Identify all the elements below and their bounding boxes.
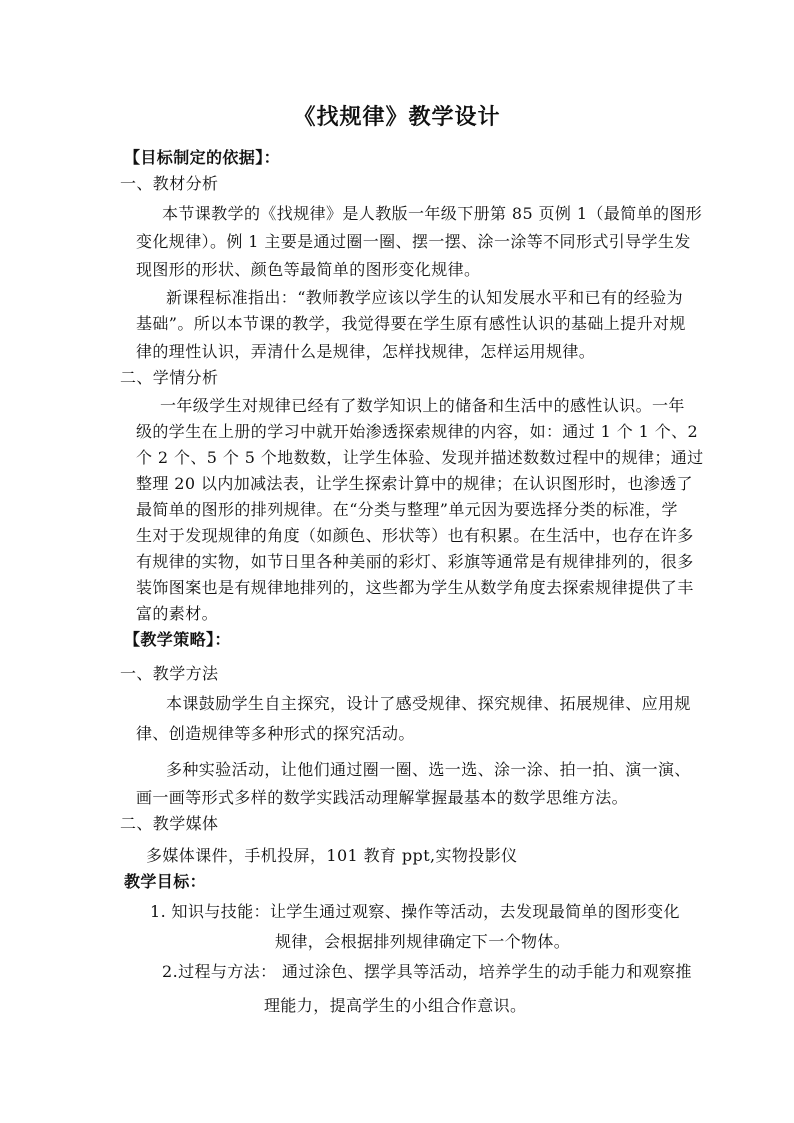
paragraph-line: 本节课教学的《找规律》是人教版一年级下册第 85 页例 1（最简单的图形 <box>162 204 703 223</box>
section-textbook-heading: 一、教材分析 <box>120 174 219 193</box>
paragraph-line: 多媒体课件，手机投屏，101 教育 ppt,实物投影仪 <box>146 846 518 865</box>
goal-line: 2.过程与方法： 通过涂色、摆学具等活动，培养学生的动手能力和观察推 <box>162 962 692 981</box>
section-methods-heading: 一、教学方法 <box>120 664 219 683</box>
section-students-heading: 二、学情分析 <box>120 368 219 387</box>
paragraph-line: 富的素材。 <box>136 604 219 623</box>
goal-line: 规律，会根据排列规律确定下一个物体。 <box>275 932 571 951</box>
section-strategy-heading: 【教学策略】： <box>124 630 231 649</box>
paragraph-line: 多种实验活动，让他们通过圈一圈、选一选、涂一涂、拍一拍、演一演、 <box>166 760 691 779</box>
paragraph-line: 律、创造规律等多种形式的探究活动。 <box>136 724 415 743</box>
document-title: 《找规律》教学设计 <box>293 104 501 130</box>
paragraph-line: 装饰图案也是有规律地排列的，这些都为学生从数学角度去探索规律提供了丰 <box>136 578 694 597</box>
paragraph-line: 整理 20 以内加减法表，让学生探索计算中的规律；在认识图形时，也渗透了 <box>136 474 693 493</box>
paragraph-line: 级的学生在上册的学习中就开始渗透探索规律的内容，如：通过 1 个 1 个、2 <box>136 422 699 441</box>
section-goals-heading: 教学目标： <box>124 872 207 891</box>
paragraph-line: 基础”。所以本节课的教学，我觉得要在学生原有感性认识的基础上提升对规 <box>136 314 686 333</box>
paragraph-line: 一年级学生对规律已经有了数学知识上的储备和生活中的感性认识。一年 <box>160 396 685 415</box>
paragraph-line: 画一画等形式多样的数学实践活动理解掌握最基本的数学思维方法。 <box>136 788 629 807</box>
goal-line: 1. 知识与技能：让学生通过观察、操作等活动，去发现最简单的图形变化 <box>150 902 680 921</box>
paragraph-line: 有规律的实物，如节日里各种美丽的彩灯、彩旗等通常是有规律排列的，很多 <box>136 552 694 571</box>
paragraph-line: 最简单的图形的排列规律。在“分类与整理”单元因为要选择分类的标准，学 <box>136 500 678 519</box>
goal-line: 理能力，提高学生的小组合作意识。 <box>264 996 527 1015</box>
paragraph-line: 律的理性认识，弄清什么是规律，怎样找规律，怎样运用规律。 <box>136 342 596 361</box>
paragraph-line: 变化规律）。例 1 主要是通过圈一圈、摆一摆、涂一涂等不同形式引导学生发 <box>136 232 691 251</box>
section-media-heading: 二、教学媒体 <box>120 814 219 833</box>
paragraph-line: 现图形的形状、颜色等最简单的图形变化规律。 <box>136 260 481 279</box>
paragraph-line: 生对于发现规律的角度（如颜色、形状等）也有积累。在生活中，也存在许多 <box>136 526 694 545</box>
paragraph-line: 新课程标准指出：“教师教学应该以学生的认知发展水平和已有的经验为 <box>166 288 683 307</box>
paragraph-line: 本课鼓励学生自主探究，设计了感受规律、探究规律、拓展规律、应用规 <box>166 694 691 713</box>
paragraph-line: 个 2 个、5 个 5 个地数数，让学生体验、发现并描述数数过程中的规律；通过 <box>136 448 704 467</box>
section-basis-heading: 【目标制定的依据】： <box>124 148 281 167</box>
